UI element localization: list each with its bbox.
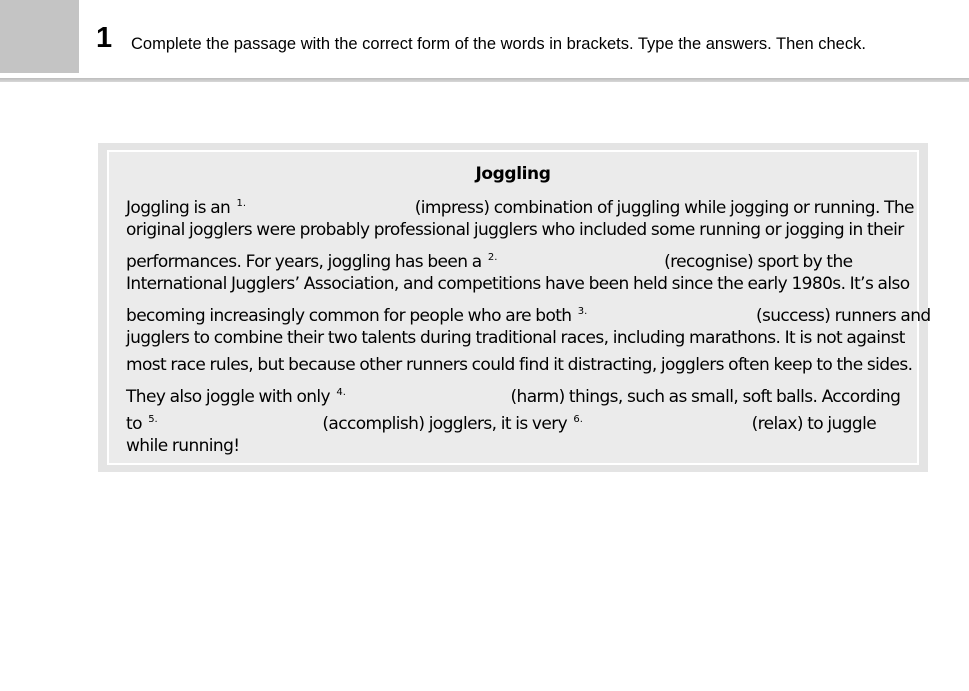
passage-title: Joggling — [475, 164, 551, 184]
passage-line — [126, 244, 901, 271]
gap-2-prompt: (recognise) — [664, 252, 754, 272]
gap-1-input[interactable] — [250, 197, 410, 219]
passage-text-segment: most race rules, but because other runners could find it distracting, jogglers often keep to the sides. — [126, 355, 913, 375]
gap-3-input[interactable] — [592, 305, 752, 327]
gap-5-input[interactable] — [162, 413, 318, 435]
passage-text-segment: They also joggle with only — [126, 387, 331, 407]
passage-text-segment: combination of juggling while jogging or running. The — [493, 198, 914, 218]
header-corner-block — [0, 0, 79, 73]
header-divider — [0, 78, 969, 82]
passage-box — [98, 143, 931, 472]
gap-2-input[interactable] — [502, 251, 660, 273]
passage-text — [126, 190, 931, 460]
passage-line — [126, 352, 913, 379]
gap-1-prompt: (impress) — [414, 198, 490, 218]
gap-6-prompt: (relax) — [751, 414, 803, 434]
gap-6-marker: 6. — [573, 414, 583, 425]
passage-line — [126, 325, 905, 352]
gap-3-marker: 3. — [577, 306, 588, 317]
passage-panel — [107, 150, 931, 465]
passage-text-segment: while running! — [126, 436, 240, 456]
gap-2-marker: 2. — [487, 252, 498, 263]
gap-1-marker: 1. — [236, 198, 247, 209]
passage-text-segment: International Jugglers’ Association, and competitions have been held since the early 1980s. It’s also — [126, 274, 910, 294]
passage-line — [126, 190, 914, 218]
passage-line — [126, 433, 901, 460]
passage-text-segment: original jogglers were probably professional jugglers who included some running or jogging in their — [126, 220, 904, 240]
passage-line — [126, 271, 910, 298]
gap-6-input[interactable] — [587, 413, 747, 435]
gap-4-input[interactable] — [350, 386, 506, 408]
gap-4-marker: 4. — [336, 387, 346, 398]
passage-text-segment: Joggling is an — [126, 198, 231, 218]
passage-line — [126, 406, 901, 433]
passage-text-segment: becoming increasingly common for people who are both — [126, 306, 572, 326]
passage-text-segment: jogglers, it is very — [428, 414, 568, 434]
passage-text-segment: things, such as small, soft balls. According — [568, 387, 901, 407]
passage-text-segment: sport by the — [757, 252, 853, 272]
exercise-instructions: Complete the passage with the correct form of the words in brackets. Type the answers. Then check. — [131, 35, 866, 53]
passage-text-segment: to — [126, 414, 142, 434]
gap-4-prompt: (harm) — [510, 387, 565, 407]
passage-line — [126, 379, 901, 406]
passage-text-segment: runners and — [834, 306, 931, 326]
passage-text-segment: performances. For years, joggling has been a — [126, 252, 482, 272]
passage-line — [126, 298, 931, 326]
passage-line — [126, 217, 904, 244]
exercise-number: 1 — [96, 22, 113, 54]
passage-text-segment: jugglers to combine their two talents during traditional races, including marathons. It is not against — [126, 328, 905, 348]
passage-text-segment: to juggle — [807, 414, 877, 434]
gap-5-prompt: (accomplish) — [322, 414, 425, 434]
gap-5-marker: 5. — [148, 414, 158, 425]
gap-3-prompt: (success) — [755, 306, 831, 326]
